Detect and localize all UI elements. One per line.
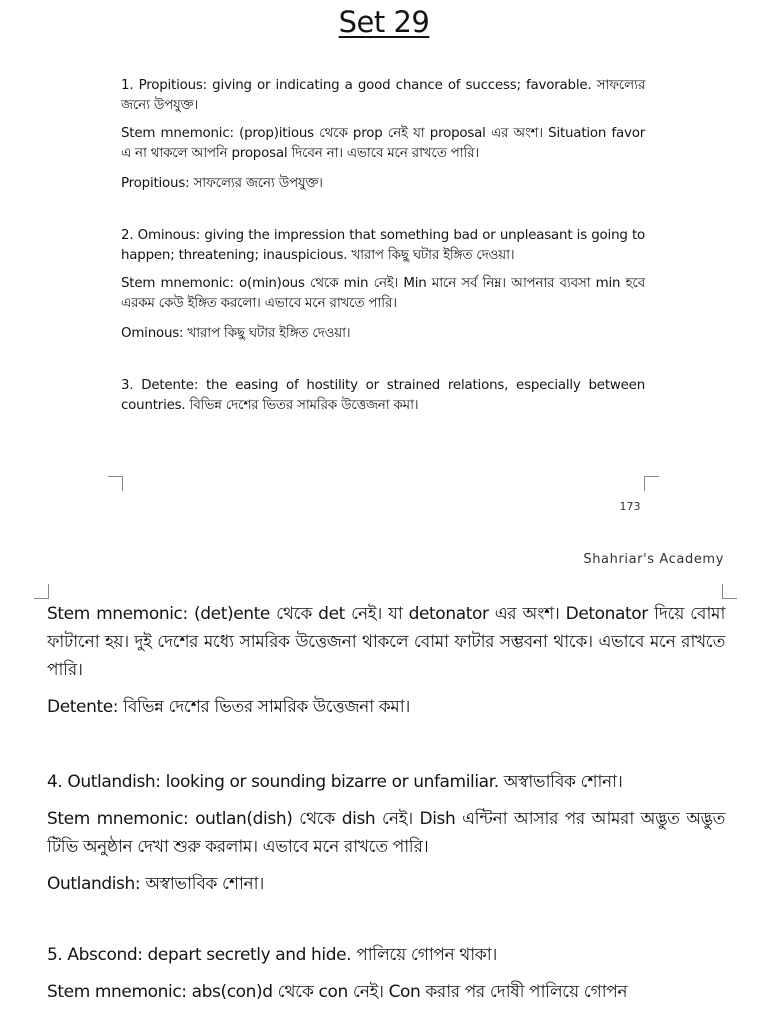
entry-2-summary: Ominous: খারাপ কিছু ঘটার ইঙ্গিত দেওয়া। xyxy=(121,326,351,341)
entry-1-mnemonic: Stem mnemonic: (prop)itious থেকে prop নেই যা proposal এর অংশ। Situation favor এ না থাকলে আপনি proposal দিবেন না। এভাবে মনে রাখতে পারি। xyxy=(121,126,645,161)
entry-2-definition: 2. Ominous: giving the impression that something bad or unpleasant is going to happen; threatening; inauspicious. খারাপ কিছু ঘটার ইঙ্গিত দেওয়া। xyxy=(121,228,645,263)
document-page-lower xyxy=(47,600,725,1006)
entry-2-mnemonic: Stem mnemonic: o(min)ous থেকে min নেই। Min মানে সর্ব নিম্ন। আপনার ব্যবসা min হবে এরকম কেউ ইঙ্গিত করলো। এভাবে মনে রাখতে পারি। xyxy=(121,276,645,311)
page-number: 173 xyxy=(619,500,641,513)
page-footer: Shahriar's Academy xyxy=(583,552,724,567)
entry-3-definition: 3. Detente: the easing of hostility or strained relations, especially between countries. বিভিন্ন দেশের ভিতর সামরিক উত্তেজনা কমা। xyxy=(121,378,645,413)
entry-1-definition: 1. Propitious: giving or indicating a good chance of success; favorable. সাফল্যের জন্যে উপযুক্ত। xyxy=(121,78,645,113)
page-title: Set 29 xyxy=(338,5,430,39)
entry-3-summary: Detente: বিভিন্ন দেশের ভিতর সামরিক উত্তেজনা কমা। xyxy=(47,697,410,717)
entry-4-mnemonic: Stem mnemonic: outlan(dish) থেকে dish নেই। Dish এন্টিনা আসার পর আমরা অদ্ভুত অদ্ভুত টিভি অনুষ্ঠান দেখা শুরু করলাম। এভাবে মনে রাখতে পারি। xyxy=(47,809,725,857)
crop-mark-right xyxy=(644,476,659,491)
entry-1-summary: Propitious: সাফল্যের জন্যে উপযুক্ত। xyxy=(121,176,323,191)
entry-5-definition: 5. Abscond: depart secretly and hide. পালিয়ে গোপন থাকা। xyxy=(47,945,497,965)
crop-mark-left xyxy=(108,476,123,491)
entry-4-summary: Outlandish: অস্বাভাবিক শোনা। xyxy=(47,874,264,894)
document-page-upper xyxy=(121,76,645,416)
entry-3-mnemonic: Stem mnemonic: (det)ente থেকে det নেই। যা detonator এর অংশ। Detonator দিয়ে বোমা ফাটানো হয়। দুই দেশের মধ্যে সামরিক উত্তেজনা থাকলে বোমা ফাটার সম্ভবনা থাকে। এভাবে মনে রাখতে পারি। xyxy=(47,604,725,680)
crop-mark-right-lower xyxy=(722,584,737,599)
entry-5-mnemonic: Stem mnemonic: abs(con)d থেকে con নেই। Con করার পর দোষী পালিয়ে গোপন xyxy=(47,982,628,1002)
crop-mark-left-lower xyxy=(34,584,49,599)
entry-4-definition: 4. Outlandish: looking or sounding bizarre or unfamiliar. অস্বাভাবিক শোনা। xyxy=(47,772,623,792)
